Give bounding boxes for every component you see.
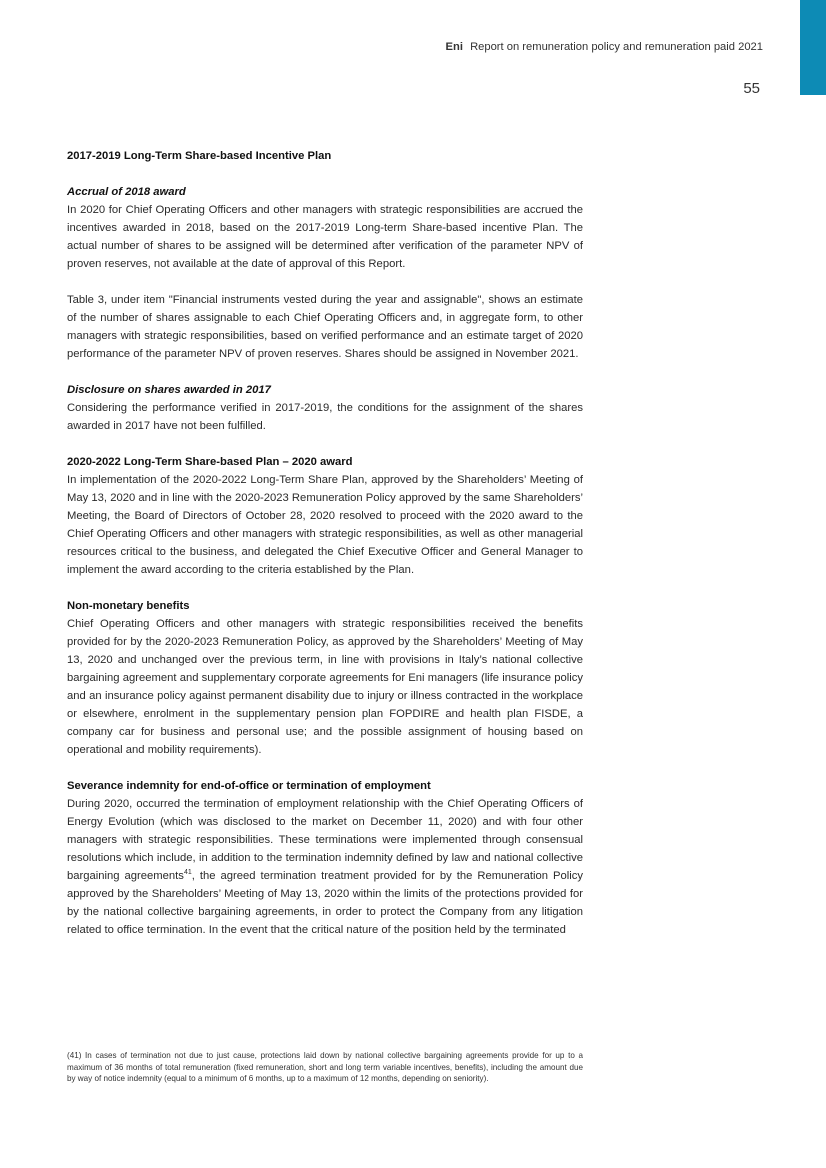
section-title-severance-indemnity: Severance indemnity for end-of-office or termination of employment: [67, 780, 431, 792]
header-brand: Eni: [445, 41, 463, 53]
paragraph-text: , the agreed termination treatment provided for by the Remuneration Policy approved by the Shareholders’ Meeting of May 13, 2020 within the limits of the protections provided for by the national collective bargaining agreements, in order to protect the Company from any litigation related to office termination. In the event that the critical nature of the position held by the terminated: [67, 870, 583, 936]
section-title-non-monetary-benefits: Non-monetary benefits: [67, 600, 190, 612]
paragraph: Table 3, under item "Financial instruments vested during the year and assignable", shows an estimate of the number of shares assignable to each Chief Operating Officers and, in aggregate form, to other managers with strategic responsibilities, based on verified performance and an estimate target of 2020 performance of the parameter NPV of proven reserves. Shares should be assigned in November 2021.: [67, 294, 583, 360]
subsection-title-disclosure-2017: Disclosure on shares awarded in 2017: [67, 384, 271, 396]
section-title-2020-2022-plan: 2020-2022 Long-Term Share-based Plan – 2020 award: [67, 456, 353, 468]
paragraph: Considering the performance verified in 2017-2019, the conditions for the assignment of the shares awarded in 2017 have not been fulfilled.: [67, 402, 583, 432]
paragraph: In 2020 for Chief Operating Officers and other managers with strategic responsibilities are accrued the incentives awarded in 2018, based on the 2017-2019 Long-term Share-based incentive Plan. The actual number of shares to be assigned will be determined after verification of the parameter NPV of proven reserves, not available at the date of approval of this Report.: [67, 204, 583, 270]
subsection-title-accrual-2018: Accrual of 2018 award: [67, 186, 186, 198]
page-header: [446, 41, 763, 53]
footnote: (41) In cases of termination not due to just cause, protections laid down by national collective bargaining agreements provide for up to a maximum of 36 months of total remuneration (fixed remuneration, short and long term variable incentives, benefits), including the amount due by way of notice indemnity (equal to a minimum of 6 months, up to a maximum of 12 months, depending on seniority).: [67, 1051, 583, 1084]
paragraph: Chief Operating Officers and other managers with strategic responsibilities received the benefits provided for by the 2020-2023 Remuneration Policy, as approved by the Shareholders’ Meeting of May 13, 2020 and unchanged over the previous term, in line with provisions in Italy’s national collective bargaining agreement and supplementary corporate agreements for Eni managers (life insurance policy and an insurance policy against permanent disability due to injury or illness contracted in the workplace or elsewhere, enrolment in the supplementary pension plan FOPDIRE and health plan FISDE, a company car for business and personal use; and the possible assignment of housing based on operational and mobility requirements).: [67, 618, 583, 756]
accent-tab: [800, 0, 826, 95]
page-number: 55: [743, 80, 760, 97]
paragraph-text: During 2020, occurred the termination of employment relationship with the Chief Operating Officers of Energy Evolution (which was disclosed to the market on December 11, 2020) and with four other managers with strategic responsibilities. These terminations were implemented through consensual resolutions which include, in addition to the termination indemnity defined by law and national collective bargaining agreements: [67, 798, 583, 882]
section-title-ltsi-plan: 2017-2019 Long-Term Share-based Incentive Plan: [67, 150, 332, 162]
paragraph: In implementation of the 2020-2022 Long-Term Share Plan, approved by the Shareholders’ Meeting of May 13, 2020 and in line with the 2020-2023 Remuneration Policy approved by the same Shareholders’ Meeting, the Board of Directors of October 28, 2020 resolved to proceed with the 2020 award to the Chief Operating Officers and other managers with strategic responsibilities, as well as other managerial resources critical to the business, and delegated the Chief Executive Officer and General Manager to implement the award according to the criteria established by the Plan.: [67, 474, 583, 576]
header-title: Report on remuneration policy and remuneration paid 2021: [470, 41, 763, 53]
main-content: [67, 147, 583, 939]
paragraph: [67, 795, 583, 939]
footnote-reference[interactable]: 41: [183, 869, 192, 876]
